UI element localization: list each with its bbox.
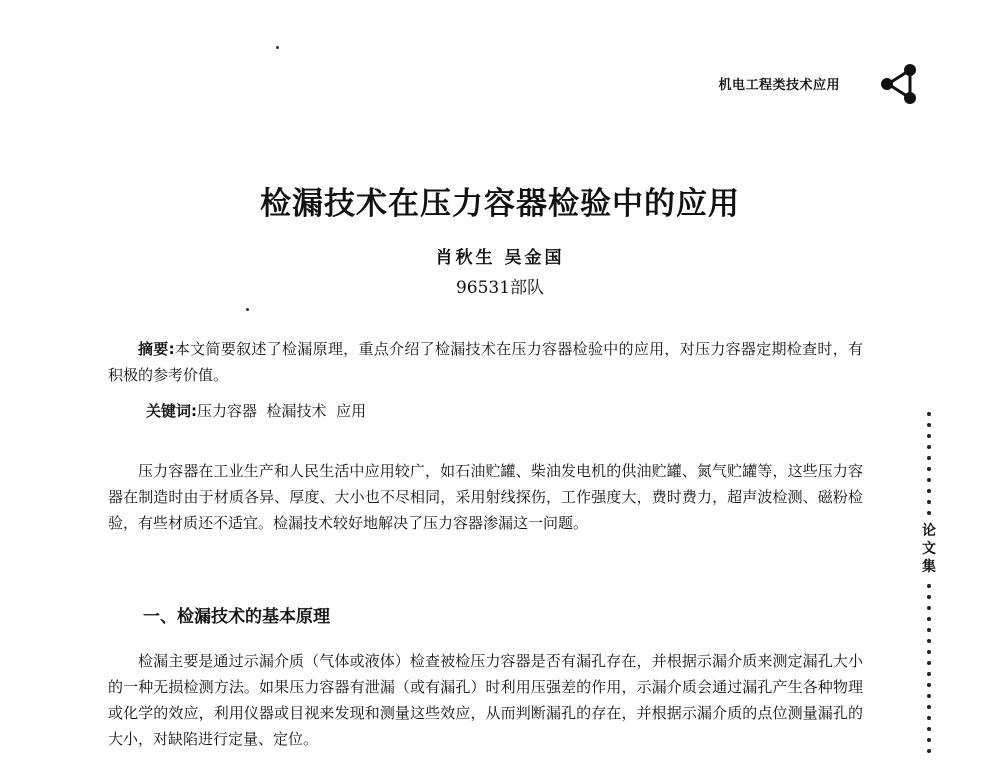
margin-label-char: 集 xyxy=(922,559,936,575)
keywords xyxy=(108,398,901,424)
abstract-label: 摘要: xyxy=(138,340,175,358)
section-heading: 一、检漏技术的基本原理 xyxy=(143,607,330,627)
paper-affiliation: 96531部队 xyxy=(455,278,545,298)
body-paragraph: 压力容器在工业生产和人民生活中应用较广，如石油贮罐、柴油发电机的供油贮罐、氮气贮罐等，这些压力容器在制造时由于材质各异、厚度、大小也不尽相同，采用射线探伤，工作强度大，费时费力，超声波检测、磁粉检验，有些材质还不适宜。检漏技术较好地解决了压力容器渗漏这一问题。 xyxy=(108,462,863,532)
paper-authors: 肖秋生 吴金国 xyxy=(435,248,565,268)
paper-title: 检漏技术在压力容器检验中的应用 xyxy=(260,186,740,222)
margin-label-char: 论 xyxy=(922,523,936,539)
scan-speck xyxy=(276,46,279,49)
running-header: 机电工程类技术应用 xyxy=(718,78,840,93)
margin-dotted-rule-lower xyxy=(926,584,932,760)
abstract xyxy=(108,336,863,388)
abstract-text: 本文简要叙述了检漏原理，重点介绍了检漏技术在压力容器检验中的应用，对压力容器定期检查时，有积极的参考价值。 xyxy=(108,340,864,384)
scan-speck xyxy=(246,308,249,311)
keywords-label: 关键词: xyxy=(146,402,197,420)
margin-label-char: 文 xyxy=(922,541,936,557)
keywords-text: 压力容器 检漏技术 应用 xyxy=(197,402,367,420)
share-nodes-icon xyxy=(878,62,922,106)
margin-vertical-label xyxy=(920,522,938,576)
body-paragraph: 检漏主要是通过示漏介质（气体或液体）检查被检压力容器是否有漏孔存在，并根据示漏介质来测定漏孔大小的一种无损检测方法。如果压力容器有泄漏（或有漏孔）时利用压强差的作用，示漏介质会通过漏孔产生各种物理或化学的效应，利用仪器或目视来发现和测量这些效应，从而判断漏孔的存在，并根据示漏介质的点位测量漏孔的大小，对缺陷进行定量、定位。 xyxy=(108,652,863,748)
margin-dotted-rule-upper xyxy=(926,412,932,522)
